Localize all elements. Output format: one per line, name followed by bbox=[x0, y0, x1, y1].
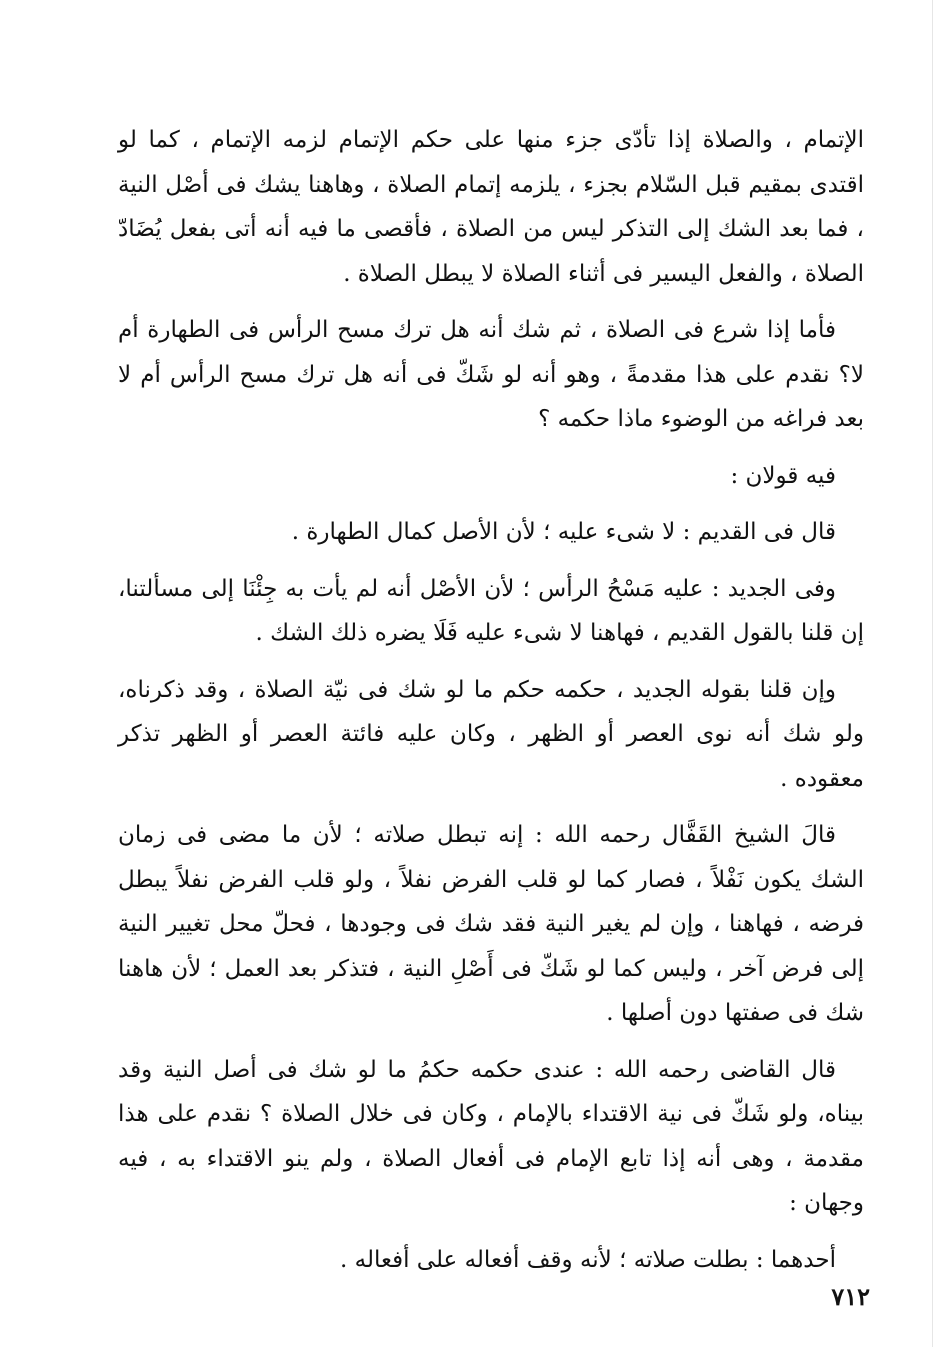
paragraph-2: فأما إذا شرع فى الصلاة ، ثم شك أنه هل ترك مسح الرأس فى الطهارة أم لا؟ نقدم على هذا مقدمةً ، وهو أنه لو شَكّ فى أنه هل ترك مسح الرأس أم لا بعد فراغه من الوضوء ماذا حكمه ؟ bbox=[118, 317, 864, 432]
paragraph-6: وإن قلنا بقوله الجديد ، حكمه حكم ما لو شك فى نيّة الصلاة ، وقد ذكرناه، ولو شك أنه نوى العصر أو الظهر ، وكان عليه فائتة العصر أو الظهر تذكر معقوده . bbox=[118, 676, 864, 792]
body-text bbox=[118, 118, 864, 1294]
paragraph-4: قال فى القديم : لا شىء عليه ؛ لأن الأصل كمال الطهارة . bbox=[291, 519, 836, 545]
paragraph-3: فيه قولان : bbox=[730, 462, 836, 489]
page-number: ٧١٢ bbox=[831, 1282, 870, 1311]
paragraph-1: الإتمام ، والصلاة إذا تأدّى جزء منها على حكم الإتمام لزمه الإتمام ، كما لو اقتدى بمقيم قبل السّلام بجزء ، يلزمه إتمام الصلاة ، وهاهنا يشك فى أصْل النية ، فما بعد الشك إلى التذكر ليس من الصلاة ، فأقصى ما فيه أنه أتى بفعل يُضَادّ الصلاة ، والفعل اليسير فى أثناء الصلاة لا يبطل الصلاة . bbox=[118, 127, 864, 287]
paragraph-9: أحدهما : بطلت صلاته ؛ لأنه وقف أفعاله على أفعاله . bbox=[340, 1246, 836, 1273]
paragraph-8: قال القاضى رحمه الله : عندى حكمه حكمُ ما لو شك فى أصل النية وقد بيناه، ولو شَكّ فى نية الاقتداء بالإمام ، وكان فى خلال الصلاة ؟ نقدم على هذا مقدمة ، وهى أنه إذا تابع الإمام فى أفعال الصلاة ، ولم ينو الاقتداء به ، فيه وجهان : bbox=[118, 1056, 864, 1216]
paragraph-5: وفى الجديد : عليه مَسْحُ الرأس ؛ لأن الأصْل أنه لم يأت به جِئْنَا إلى مسألتنا، إن قلنا بالقول القديم ، فهاهنا لا شىء عليه فَلَا يضره ذلك الشك . bbox=[118, 575, 864, 646]
paragraph-7: قالَ الشيخ القَفَّال رحمه الله : إنه تبطل صلاته ؛ لأن ما مضى فى زمان الشك يكون نَفْلاً ، فصار كما لو قلب الفرض نفلاً ، ولو قلب الفرض نفلاً يبطل فرضه ، فهاهنا ، وإن لم يغير النية فقد شك فى وجودها ، فحلّ محل تغيير النية إلى فرض آخر ، وليس كما لو شَكّ فى أَصْلِ النية ، فتذكر بعد العمل ؛ لأن هاهنا شك فى صفتها دون أصلها . bbox=[118, 822, 864, 1026]
page-edge-line bbox=[932, 0, 933, 1347]
